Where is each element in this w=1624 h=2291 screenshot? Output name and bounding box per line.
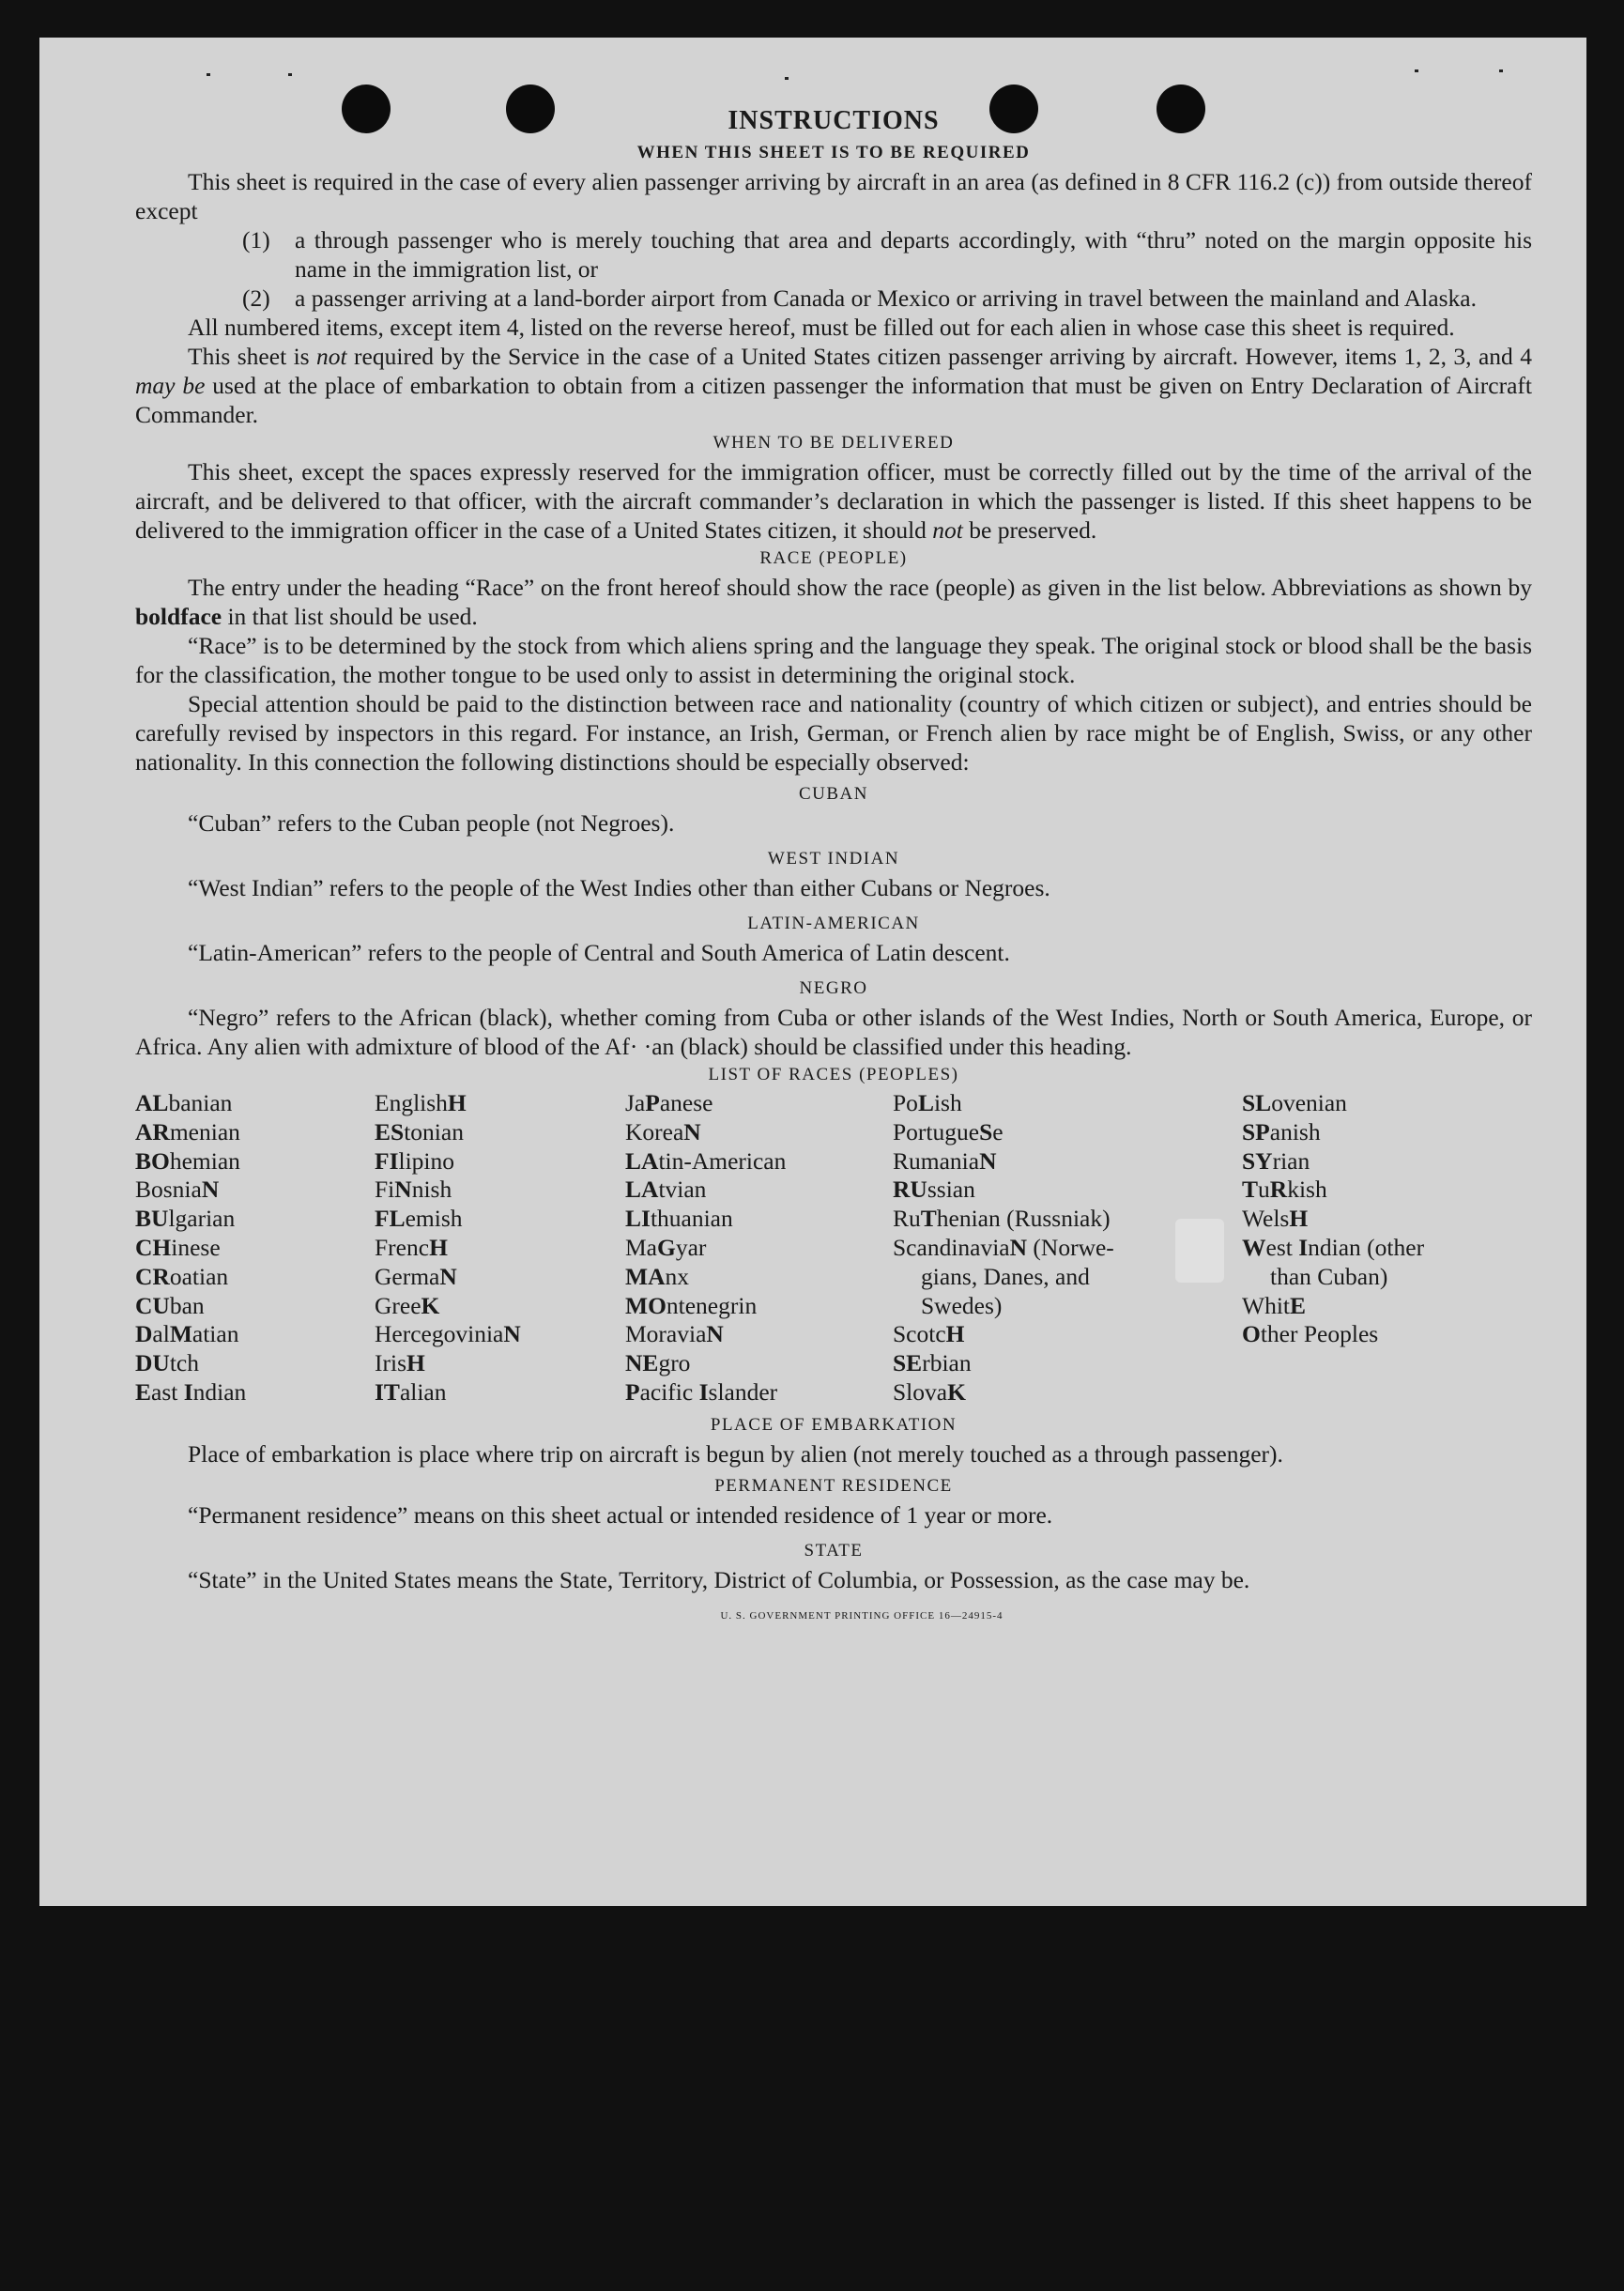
emphasis: may be [135, 372, 206, 399]
race-text: slander [708, 1377, 778, 1406]
race-entry [893, 1176, 1242, 1205]
section-heading: CUBAN [798, 784, 868, 804]
race-text: RU [893, 1176, 927, 1204]
item-number: (2) [242, 284, 270, 312]
race-entry [625, 1378, 893, 1407]
race-text: SY [1242, 1146, 1273, 1175]
race-entry [1242, 1147, 1532, 1176]
race-text: Scandinavia [893, 1233, 1010, 1261]
race-entry [375, 1378, 625, 1407]
race-entry [893, 1349, 1242, 1378]
section-heading: STATE [804, 1540, 864, 1561]
race-text: alian [399, 1377, 447, 1406]
race-text: Iris [375, 1349, 406, 1377]
race-column [135, 1089, 375, 1407]
race-text: P [645, 1089, 660, 1116]
race-entry [135, 1118, 375, 1147]
race-list [135, 1089, 1532, 1407]
race-entry [375, 1320, 625, 1349]
race-text: Slova [893, 1377, 948, 1406]
race-text: H [406, 1349, 425, 1377]
race-entry [375, 1292, 625, 1321]
race-text: ndian [192, 1377, 247, 1406]
paragraph: “Permanent residence” means on this sheet actual or intended residence of 1 year or more. [188, 1500, 1053, 1529]
paragraph [135, 457, 1532, 545]
race-text: Germa [375, 1262, 440, 1290]
race-text: atian [192, 1320, 239, 1348]
paragraph: All numbered items, except item 4, listed on the reverse hereof, must be filled out for each alien in whose case this sheet is required. [188, 314, 1455, 341]
race-entry [375, 1263, 625, 1292]
race-text: N [439, 1262, 457, 1290]
text: This sheet, except the spaces expressly reserved for the immigration officer, must be correctly filled out by the time of the arrival of the aircraft, and be delivered to that officer, with the aircraft commander’s declaration in which the passenger is listed. If this sheet happens to be delivered to the immigration officer in the case of a United States citizen, it should [135, 458, 1532, 544]
race-text: inese [171, 1233, 221, 1261]
race-text: thuanian [650, 1205, 733, 1233]
race-entry [625, 1349, 893, 1378]
race-text: T [1242, 1176, 1259, 1204]
race-text: gians, Danes, and [921, 1262, 1090, 1290]
race-text: E [1290, 1291, 1307, 1319]
race-text: K [421, 1291, 440, 1319]
race-entry [893, 1263, 1242, 1292]
section-heading: NEGRO [799, 978, 868, 998]
item-text: a through passenger who is merely touching that area and departs accordingly, with “thru” noted on the margin opposite his name in the immigration list, or [295, 226, 1532, 283]
race-text: Scotc [893, 1320, 946, 1348]
paragraph: Place of embarkation is place where trip on aircraft is begun by alien (not merely touched as a through passenger). [188, 1439, 1283, 1468]
race-text: O [1242, 1320, 1261, 1348]
race-text: ban [169, 1291, 205, 1319]
race-text: rbian [922, 1349, 972, 1377]
race-text: Korea [625, 1117, 684, 1146]
emphasis: not [316, 343, 347, 370]
paragraph [135, 573, 1532, 631]
race-text: Po [893, 1089, 918, 1116]
race-entry [135, 1263, 375, 1292]
bold-text: boldface [135, 603, 222, 630]
race-text: ovenian [1271, 1089, 1347, 1116]
race-entry [893, 1205, 1242, 1234]
race-text: I [183, 1377, 193, 1406]
speck [1415, 69, 1418, 72]
speck [785, 77, 789, 80]
race-entry [135, 1147, 375, 1176]
race-text: Ru [893, 1205, 921, 1233]
text: in that list should be used. [222, 603, 478, 630]
text: The entry under the heading “Race” on the front hereof should show the race (people) as given in the list below. Abbreviations as shown by [188, 574, 1532, 601]
race-entry [135, 1320, 375, 1349]
race-text: (Norwe- [1027, 1233, 1114, 1261]
paragraph: “West Indian” refers to the people of the West Indies other than either Cubans or Negroes. [188, 874, 1050, 901]
paragraph: “Negro” refers to the African (black), whether coming from Cuba or other islands of the West Indies, North or South America, Europe, or Africa. Any alien with admixture of blood of the Af· ·an (black) should be classified under this heading. [135, 1004, 1532, 1060]
race-text: CU [135, 1291, 170, 1319]
race-text: CH [135, 1233, 172, 1261]
race-text: NE [625, 1349, 659, 1377]
race-text: SL [1242, 1089, 1272, 1116]
race-entry [375, 1176, 625, 1205]
race-text: AR [135, 1117, 170, 1146]
race-text: Swedes) [921, 1291, 1003, 1319]
race-entry [1242, 1176, 1532, 1205]
race-text: Bosnia [135, 1176, 202, 1204]
section-heading: LIST OF RACES (PEOPLES) [708, 1065, 959, 1084]
race-entry [375, 1205, 625, 1234]
race-entry [1242, 1320, 1532, 1349]
race-text: ast [151, 1377, 184, 1406]
page-title: INSTRUCTIONS [728, 106, 940, 135]
race-text: N [979, 1146, 997, 1175]
race-entry [893, 1292, 1242, 1321]
race-text: SP [1242, 1117, 1270, 1146]
paragraph: “Latin-American” refers to the people of Central and South America of Latin descent. [188, 939, 1010, 966]
race-text: Gree [375, 1291, 421, 1319]
section-heading: PERMANENT RESIDENCE [714, 1475, 953, 1496]
race-text: N [394, 1176, 412, 1204]
race-text: N [1009, 1233, 1028, 1261]
race-text: LA [625, 1176, 659, 1204]
race-text: oatian [169, 1262, 229, 1290]
race-text: BU [135, 1205, 169, 1233]
race-text: tin-American [658, 1146, 787, 1175]
race-entry [135, 1205, 375, 1234]
section-heading: LATIN-AMERICAN [747, 914, 920, 933]
race-text: emish [405, 1205, 463, 1233]
race-entry [625, 1147, 893, 1176]
race-text: Frenc [375, 1233, 430, 1261]
race-text: I [1298, 1233, 1309, 1261]
race-text: Moravia [625, 1320, 707, 1348]
race-entry [893, 1234, 1242, 1263]
race-text: E [135, 1377, 152, 1406]
list-item [135, 225, 1532, 284]
race-entry [1242, 1089, 1532, 1118]
text: required by the Service in the case of a United States citizen passenger arriving by aircraft. However, items 1, 2, 3, and 4 [346, 343, 1532, 370]
race-text: N [201, 1176, 220, 1204]
race-text: tonian [404, 1117, 464, 1146]
race-text: tvian [658, 1176, 707, 1204]
race-text: gro [658, 1349, 691, 1377]
text: used at the place of embarkation to obtain from a citizen passenger the information that must be given on Entry Declaration of Aircraft Commander. [135, 372, 1532, 428]
race-entry [893, 1320, 1242, 1349]
section-heading: WEST INDIAN [767, 849, 900, 869]
race-entry [1242, 1118, 1532, 1147]
race-text: Rumania [893, 1146, 980, 1175]
race-column [893, 1089, 1242, 1407]
item-number: (1) [242, 226, 270, 254]
race-text: N [503, 1320, 521, 1348]
race-entry [135, 1176, 375, 1205]
race-text: W [1242, 1233, 1266, 1261]
race-text: lgarian [168, 1205, 236, 1233]
race-text: MA [625, 1262, 666, 1290]
race-text: anese [659, 1089, 713, 1116]
race-entry [375, 1118, 625, 1147]
race-text: R [1269, 1176, 1288, 1204]
race-text: Hercegovinia [375, 1320, 504, 1348]
section-heading: WHEN THIS SHEET IS TO BE REQUIRED [636, 143, 1031, 162]
race-text: BO [135, 1146, 170, 1175]
race-entry [1242, 1292, 1532, 1321]
race-text: ish [933, 1089, 962, 1116]
race-text: D [135, 1320, 153, 1348]
paragraph: This sheet is required in the case of every alien passenger arriving by aircraft in an area (as defined in 8 CFR 116.2 (c)) from outside thereof except [135, 168, 1532, 224]
race-entry [1242, 1234, 1532, 1263]
race-column [1242, 1089, 1532, 1407]
race-text: L [917, 1089, 934, 1116]
race-text: M [169, 1320, 192, 1348]
speck [1499, 69, 1503, 72]
race-text: al [152, 1320, 170, 1348]
race-text: ES [375, 1117, 405, 1146]
paragraph: “Cuban” refers to the Cuban people (not Negroes). [188, 809, 675, 837]
race-text: H [1289, 1205, 1309, 1233]
race-entry [625, 1292, 893, 1321]
race-entry [625, 1263, 893, 1292]
race-text: Portugue [893, 1117, 980, 1146]
paragraph [135, 342, 1532, 429]
race-entry [625, 1089, 893, 1118]
race-entry [375, 1089, 625, 1118]
race-text: kish [1287, 1176, 1327, 1204]
race-text: hemian [169, 1146, 240, 1175]
race-text: FL [375, 1205, 406, 1233]
race-text: Wels [1242, 1205, 1290, 1233]
race-text: est [1265, 1233, 1299, 1261]
section-heading: WHEN TO BE DELIVERED [712, 433, 955, 453]
race-text: Ja [625, 1089, 646, 1116]
text: This sheet is [188, 343, 317, 370]
printer-imprint: U. S. GOVERNMENT PRINTING OFFICE 16—24915-4 [720, 1609, 1004, 1622]
race-text: banian [168, 1089, 233, 1116]
text: be preserved. [962, 516, 1097, 544]
race-text: ndian (other [1308, 1233, 1425, 1261]
race-text: rian [1272, 1146, 1310, 1175]
race-text: tch [169, 1349, 199, 1377]
race-column [375, 1089, 625, 1407]
race-text: yar [675, 1233, 707, 1261]
race-text: nish [411, 1176, 452, 1204]
race-text: IT [375, 1377, 400, 1406]
section-heading: RACE (PEOPLE) [759, 548, 908, 568]
speck [207, 73, 210, 76]
race-text: FI [375, 1146, 399, 1175]
document-sheet [39, 38, 1586, 1906]
race-text: anish [1269, 1117, 1321, 1146]
section-heading: PLACE OF EMBARKATION [710, 1414, 958, 1435]
race-text: henian (Russniak) [936, 1205, 1111, 1233]
race-entry [625, 1320, 893, 1349]
race-text: CR [135, 1262, 170, 1290]
race-text: N [683, 1117, 701, 1146]
race-entry [625, 1118, 893, 1147]
race-text: SE [893, 1349, 923, 1377]
race-entry [375, 1234, 625, 1263]
race-text: Ma [625, 1233, 657, 1261]
race-text: Fi [375, 1176, 395, 1204]
race-text: AL [135, 1089, 169, 1116]
race-text: S [979, 1117, 993, 1146]
race-text: DU [135, 1349, 170, 1377]
paragraph: “Race” is to be determined by the stock from which aliens spring and the language they speak. The original stock or blood shall be the basis for the classification, the mother tongue to be used only to assist in determining the original stock. [135, 632, 1532, 688]
race-text: I [698, 1377, 709, 1406]
item-text: a passenger arriving at a land-border airport from Canada or Mexico or arriving in travel between the mainland and Alaska. [295, 284, 1477, 312]
race-text: MO [625, 1291, 666, 1319]
race-entry [893, 1378, 1242, 1407]
race-entry [135, 1089, 375, 1118]
race-entry [893, 1118, 1242, 1147]
race-text: H [945, 1320, 965, 1348]
emphasis: not [932, 516, 963, 544]
race-text: ssian [927, 1176, 975, 1204]
race-text: lipino [398, 1146, 455, 1175]
race-text: P [625, 1377, 640, 1406]
paragraph: Special attention should be paid to the distinction between race and nationality (country of which citizen or subject), and entries should be carefully revised by inspectors in this regard. For instance, an Irish, German, or French alien by race might be of English, Swiss, or any other nationality. In this connection the following distinctions should be especially observed: [135, 690, 1532, 776]
paragraph: “State” in the United States means the State, Territory, District of Columbia, or Possession, as the case may be. [188, 1565, 1250, 1593]
race-entry [893, 1089, 1242, 1118]
instructions-content [135, 103, 1532, 1631]
race-entry [625, 1234, 893, 1263]
race-entry [625, 1205, 893, 1234]
race-text: nx [665, 1262, 689, 1290]
race-text: H [429, 1233, 448, 1261]
race-text: LA [625, 1146, 659, 1175]
race-text: Whit [1242, 1291, 1290, 1319]
race-entry [135, 1349, 375, 1378]
race-text: G [657, 1233, 676, 1261]
race-text: ther Peoples [1260, 1320, 1379, 1348]
race-text: e [992, 1117, 1004, 1146]
race-entry [375, 1349, 625, 1378]
race-entry [135, 1292, 375, 1321]
race-column [625, 1089, 893, 1407]
race-entry [893, 1147, 1242, 1176]
speck [288, 73, 292, 76]
race-text: menian [169, 1117, 240, 1146]
race-entry [135, 1234, 375, 1263]
race-text: acific [639, 1377, 699, 1406]
race-text: than Cuban) [1270, 1262, 1388, 1290]
race-entry [1242, 1205, 1532, 1234]
race-text: T [920, 1205, 937, 1233]
race-text: English [375, 1089, 448, 1116]
list-item [135, 284, 1532, 313]
race-text: K [947, 1377, 966, 1406]
race-text: N [706, 1320, 724, 1348]
race-text: u [1258, 1176, 1270, 1204]
race-entry [135, 1378, 375, 1407]
race-text: ntenegrin [666, 1291, 758, 1319]
race-text: LI [625, 1205, 651, 1233]
race-text: H [447, 1089, 467, 1116]
race-entry [1242, 1263, 1532, 1292]
race-entry [375, 1147, 625, 1176]
race-entry [625, 1176, 893, 1205]
